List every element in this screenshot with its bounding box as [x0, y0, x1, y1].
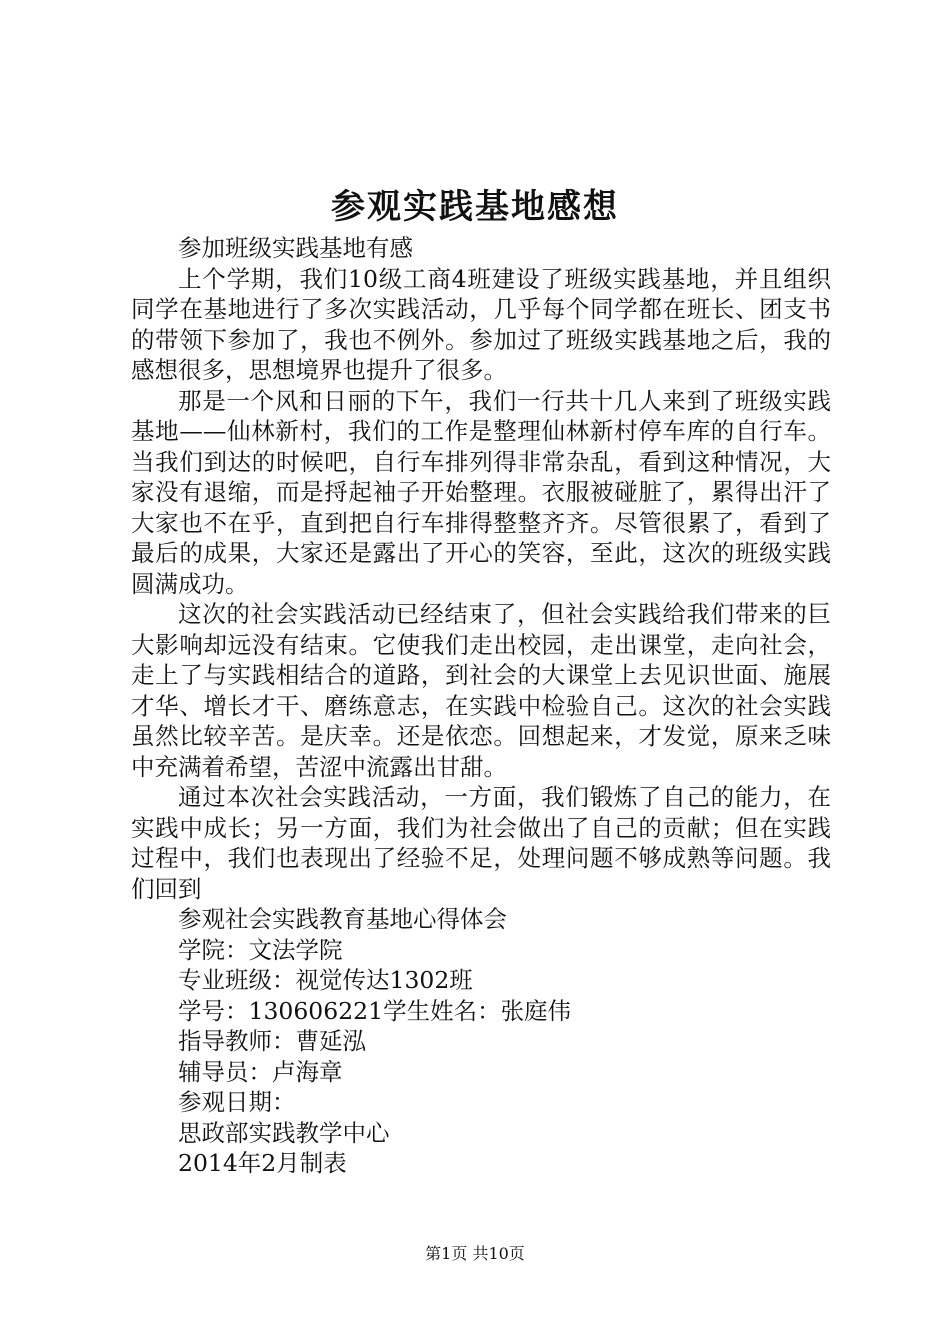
page-indicator: 第1页 共10页: [425, 1244, 525, 1263]
visit-date-line: 参观日期：: [178, 1088, 296, 1116]
document-title: 参观实践基地感想: [331, 187, 619, 227]
paragraph: 通过本次社会实践活动，一方面，我们锻炼了自己的能力，在实践中成长；另一方面，我们为社会做出了自己的贡献；但在实践过程中，我们也表现出了经验不足，处理问题不够成熟等问题。我们回到: [131, 783, 831, 903]
student-line: 学号：130606221学生姓名：张庭伟: [178, 996, 572, 1025]
made-date-line: 2014年2月制表: [178, 1149, 347, 1177]
counselor-line: 辅导员：卢海章: [178, 1057, 343, 1086]
paragraph: 那是一个风和日丽的下午，我们一行共十几人来到了班级实践基地——仙林新村，我们的工作是整理仙林新村停车库的自行车。当我们到达的时候吧，自行车排列得非常杂乱，看到这种情况，大家没有退缩，而是捋起袖子开始整理。衣服被碰脏了，累得出汗了大家也不在乎，直到把自行车排得整整齐齐。尽管很累了，看到了最后的成果，大家还是露出了开心的笑容，至此，这次的班级实践圆满成功。: [131, 386, 831, 598]
class-line: 专业班级：视觉传达1302班: [178, 966, 473, 994]
document-body: [131, 233, 831, 1179]
form-heading: 参观社会实践教育基地心得体会: [178, 905, 507, 933]
teacher-line: 指导教师：曹延泓: [178, 1027, 366, 1055]
document-subtitle: 参加班级实践基地有感: [178, 234, 413, 262]
center-line: 思政部实践教学中心: [178, 1118, 390, 1147]
college-line: 学院：文法学院: [178, 935, 343, 964]
paragraph: 这次的社会实践活动已经结束了，但社会实践给我们带来的巨大影响却远没有结束。它使我们走出校园，走出课堂，走向社会，走上了与实践相结合的道路，到社会的大课堂上去见识世面、施展才华、增长才干、磨练意志，在实践中检验自己。这次的社会实践虽然比较辛苦。是庆幸。还是依恋。回想起来，才发觉，原来乏味中充满着希望，苦涩中流露出甘甜。: [131, 600, 831, 781]
paragraph: 上个学期，我们10级工商4班建设了班级实践基地，并且组织同学在基地进行了多次实践活动，几乎每个同学都在班长、团支书的带领下参加了，我也不例外。参加过了班级实践基地之后，我的感想很多，思想境界也提升了很多。: [131, 264, 831, 384]
